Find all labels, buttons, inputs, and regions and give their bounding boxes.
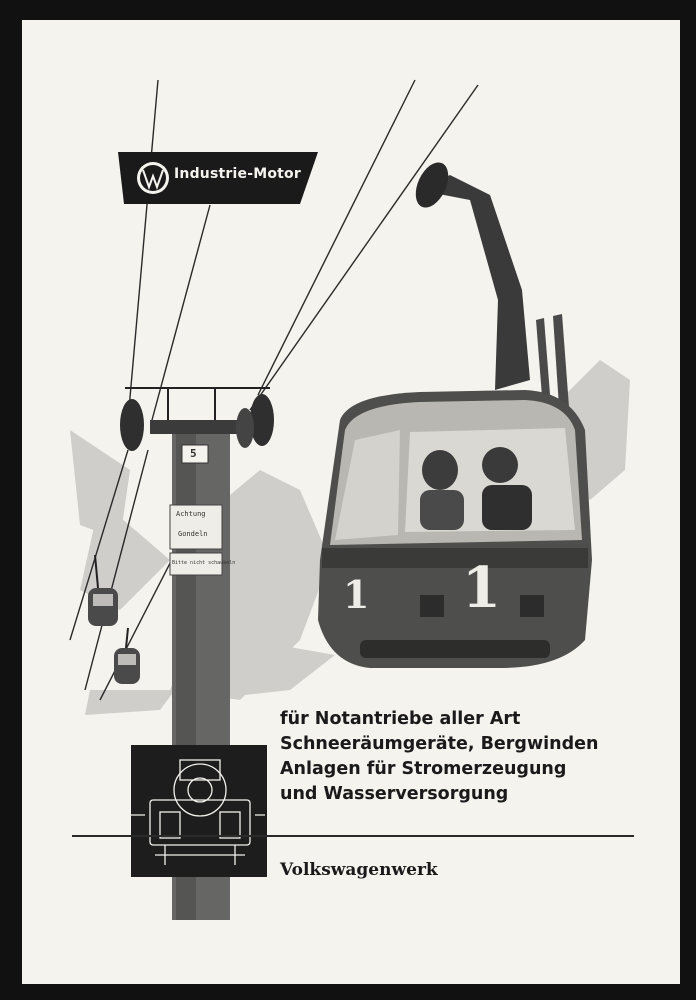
tower-notice-line3: Bitte nicht schaukeln xyxy=(172,560,236,566)
copy-line: Anlagen für Stromerzeugung xyxy=(280,759,567,779)
ad-copy xyxy=(280,707,598,807)
gondola-cabin xyxy=(318,390,592,668)
engine-illustration xyxy=(130,745,267,877)
gondola-number-front: 1 xyxy=(462,555,501,621)
gondola-number-side: 1 xyxy=(343,572,370,617)
industrie-motor-sign: Industrie-Motor xyxy=(174,166,301,182)
tower-notice-line2: Gondeln xyxy=(178,530,208,538)
copy-line: für Notantriebe aller Art xyxy=(280,709,521,729)
tower-notice-line1: Achtung xyxy=(176,510,206,518)
copy-line: und Wasserversorgung xyxy=(280,784,509,804)
gondola-hanger xyxy=(409,157,530,390)
copy-line: Schneeräumgeräte, Bergwinden xyxy=(280,734,599,754)
tower-number: 5 xyxy=(190,447,197,460)
brand-name: Volkswagenwerk xyxy=(280,860,438,880)
divider-rule xyxy=(72,835,634,837)
